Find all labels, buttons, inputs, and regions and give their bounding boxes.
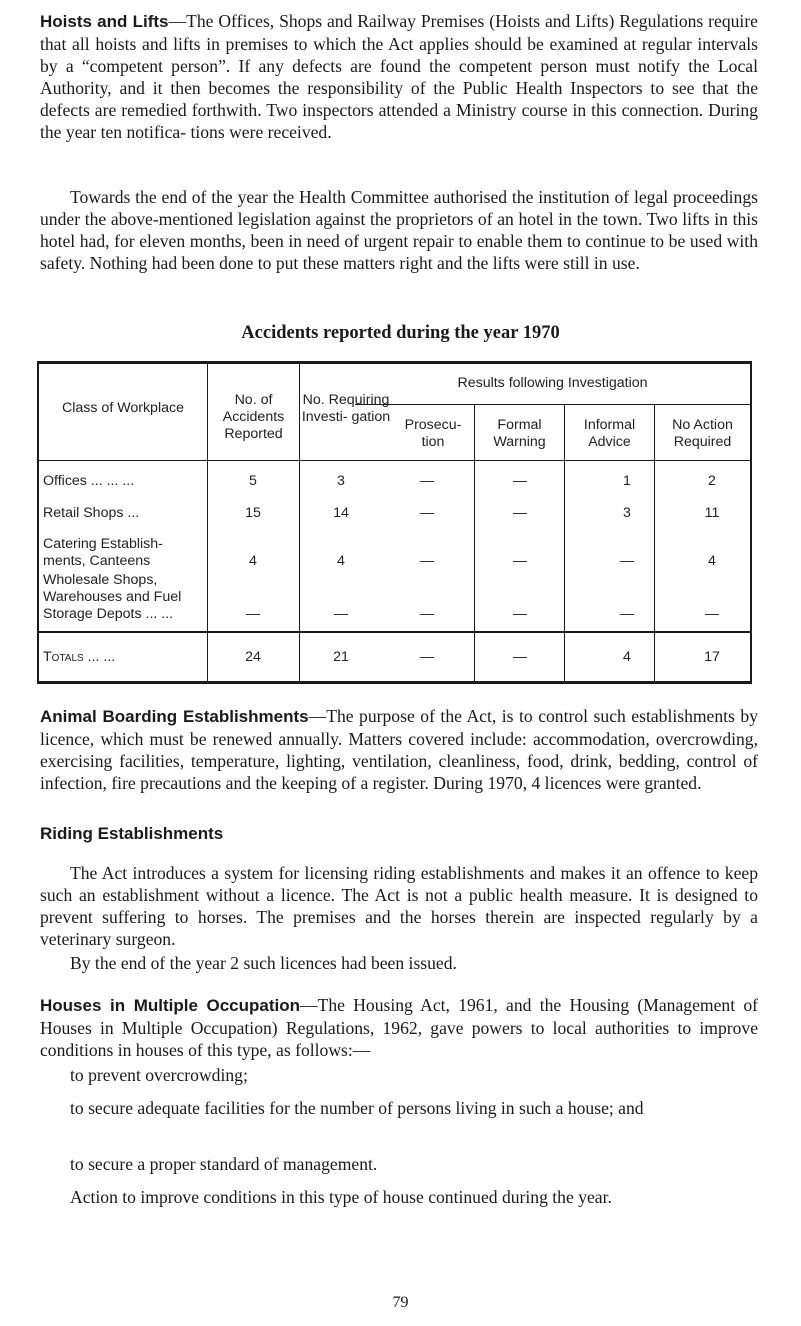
table-cell: — bbox=[619, 553, 635, 569]
header-informal-advice: Informal Advice bbox=[583, 417, 636, 450]
table-cell: 21 bbox=[333, 649, 349, 665]
table-cell: — bbox=[419, 505, 435, 521]
header-no-action: No Action Required bbox=[672, 417, 733, 450]
hmo-paragraph bbox=[40, 994, 758, 1061]
table-cell: — bbox=[419, 606, 435, 622]
hoists-text: —The Offices, Shops and Railway Premises (Hoists and Lifts) Regulations require that all hoists and lifts in premises to which the Act applies should be examined at regular intervals by a “competent person”. If any defects are found the competent person must notify the Local Authority, and it then becomes the responsibility of the Public Health Inspectors to see that the defects are remedied forthwith. Two inspectors attended a Ministry course in this connection. During the year ten notifica- tions were received. bbox=[40, 11, 758, 142]
legal-proceedings-paragraph: Towards the end of the year the Health Committee authorised the institution of legal proceedings under the above-mentioned legislation against the proprietors of an hotel in the town. Two lifts in this hotel had, for eleven months, been in need of urgent repair to enable them to continue to be used with safety. Nothing had been done to put these matters right and the lifts were still in use. bbox=[40, 187, 758, 273]
table-cell: — bbox=[245, 606, 261, 622]
table-cell: — bbox=[512, 505, 528, 521]
totals-label: Totals ... ... bbox=[43, 649, 116, 665]
hmo-item-3: to secure a proper standard of management. bbox=[70, 1154, 378, 1174]
table-cell: 5 bbox=[249, 473, 257, 489]
table-cell: 2 bbox=[708, 473, 716, 489]
table-cell: 4 bbox=[623, 649, 631, 665]
riding-heading: Riding Establishments bbox=[40, 824, 224, 843]
hoists-heading: Hoists and Lifts bbox=[40, 12, 169, 31]
table-cell: 4 bbox=[337, 553, 345, 569]
table-cell: — bbox=[419, 649, 435, 665]
table-cell: — bbox=[512, 649, 528, 665]
header-prosecution: Prosecu- tion bbox=[404, 417, 462, 450]
table-cell: 24 bbox=[245, 649, 261, 665]
table-cell: 3 bbox=[337, 473, 345, 489]
table-cell: 4 bbox=[249, 553, 257, 569]
table-cell: — bbox=[512, 473, 528, 489]
table-cell: 15 bbox=[245, 505, 261, 521]
table-cell: — bbox=[419, 553, 435, 569]
table-cell: — bbox=[619, 606, 635, 622]
hmo-heading: Houses in Multiple Occupation bbox=[40, 996, 301, 1015]
row-offices-label: Offices ... ... ... bbox=[43, 473, 135, 489]
animal-boarding-text: —The purpose of the Act, is to control such establishments by licence, which must be renewed annually. Matters covered include: accommodation, overcrowding, exercising facilities, temperature, lighting, ventilation, cleanliness, food, drink, bedding, control of infection, fire precautions and the keeping of a register. During 1970, 4 licences were granted. bbox=[40, 706, 758, 793]
riding-paragraph-2: By the end of the year 2 such licences had been issued. bbox=[70, 953, 457, 973]
table-cell: 3 bbox=[623, 505, 631, 521]
accidents-table bbox=[37, 361, 752, 684]
hoists-paragraph bbox=[40, 10, 758, 143]
table-cell: — bbox=[333, 606, 349, 622]
table-caption: Accidents reported during the year 1970 bbox=[241, 323, 560, 343]
table-cell: 1 bbox=[623, 473, 631, 489]
riding-heading-block bbox=[40, 822, 758, 845]
table-cell: — bbox=[419, 473, 435, 489]
header-formal-warning: Formal Warning bbox=[493, 417, 546, 450]
table-cell: — bbox=[704, 606, 720, 622]
table-cell: — bbox=[512, 606, 528, 622]
header-requiring: No. Requiring Investi- gation bbox=[301, 392, 391, 425]
table-cell: — bbox=[512, 553, 528, 569]
table-cell: 14 bbox=[333, 505, 349, 521]
table-cell: 11 bbox=[704, 505, 720, 521]
table-cell: 17 bbox=[704, 649, 720, 665]
header-reported: No. of Accidents Reported bbox=[222, 392, 285, 442]
row-retail-label: Retail Shops ... bbox=[43, 505, 140, 521]
header-results: Results following Investigation bbox=[457, 375, 648, 391]
animal-boarding-heading: Animal Boarding Establishments bbox=[40, 707, 309, 726]
page-number: 79 bbox=[392, 1294, 409, 1311]
row-catering-label: Catering Establish- ments, Canteens bbox=[43, 536, 163, 569]
animal-boarding-paragraph bbox=[40, 705, 758, 794]
table-cell: 4 bbox=[708, 553, 716, 569]
riding-paragraph-1: The Act introduces a system for licensing riding establishments and makes it an offence to keep such an establishment without a licence. The Act is not a public health measure. It is designed to prevent suffering to horses. The premises and the horses therein are inspected regularly by a veterinary surgeon. bbox=[40, 863, 758, 949]
hmo-closing: Action to improve conditions in this type of house continued during the year. bbox=[70, 1187, 612, 1207]
header-class: Class of Workplace bbox=[62, 400, 184, 416]
hmo-item-1: to prevent overcrowding; bbox=[70, 1065, 248, 1085]
hmo-text: —The Housing Act, 1961, and the Housing (Management of Houses in Multiple Occupation) Regulations, 1962, gave powers to local authorities to improve conditions in houses of this type, as follows:— bbox=[40, 995, 758, 1060]
hmo-item-2: to secure adequate facilities for the number of persons living in such a house; and bbox=[70, 1098, 644, 1118]
row-wholesale-label: Wholesale Shops, Warehouses and Fuel Storage Depots ... ... bbox=[43, 572, 182, 622]
